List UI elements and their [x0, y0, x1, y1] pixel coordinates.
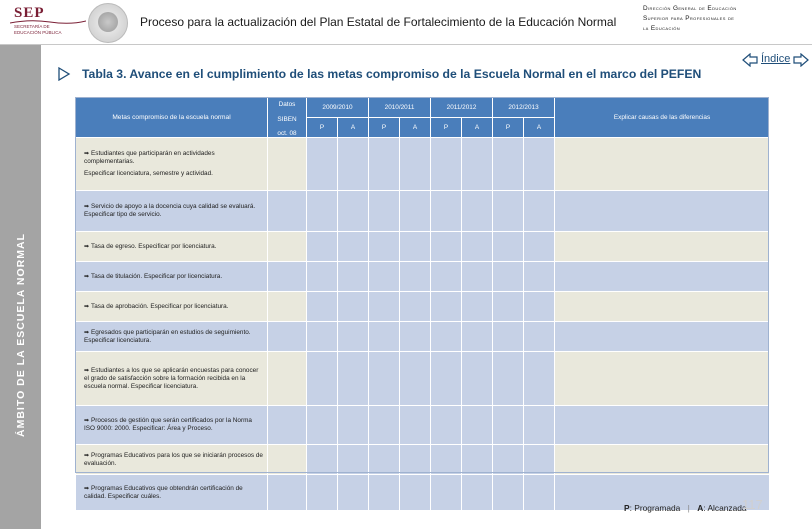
header-year-2010: 2010/2011: [369, 98, 431, 118]
programada-cell[interactable]: [431, 352, 462, 406]
programada-cell[interactable]: [307, 292, 338, 322]
sidebar-label: ÁMBITO DE LA ESCUELA NORMAL: [15, 233, 27, 437]
programada-cell[interactable]: [493, 475, 524, 511]
explanation-cell[interactable]: [555, 232, 770, 262]
programada-cell[interactable]: [493, 445, 524, 475]
alcanzada-cell[interactable]: [524, 138, 555, 191]
alcanzada-cell[interactable]: [524, 292, 555, 322]
alcanzada-cell[interactable]: [524, 445, 555, 475]
index-link[interactable]: Índice: [761, 53, 791, 65]
programada-cell[interactable]: [307, 352, 338, 406]
alcanzada-cell[interactable]: [338, 138, 369, 191]
programada-cell[interactable]: [369, 322, 400, 352]
goal-description-cell: [76, 138, 268, 191]
goal-description-cell: [76, 445, 268, 475]
header-year-2011: 2011/2012: [431, 98, 493, 118]
header-datos-siben: [268, 98, 307, 138]
programada-cell[interactable]: [431, 406, 462, 445]
goal-description: Programas Educativos para los que se iniciarán procesos de evaluación.: [84, 451, 263, 467]
alcanzada-cell[interactable]: [338, 406, 369, 445]
alcanzada-cell[interactable]: [524, 191, 555, 232]
programada-cell[interactable]: [431, 262, 462, 292]
programada-cell[interactable]: [493, 138, 524, 191]
header-a: A: [524, 118, 555, 138]
legend-p-key: P: [624, 503, 630, 513]
alcanzada-cell[interactable]: [400, 352, 431, 406]
header-p: P: [493, 118, 524, 138]
play-icon: [57, 67, 71, 81]
alcanzada-cell[interactable]: [338, 322, 369, 352]
explanation-cell[interactable]: [555, 352, 770, 406]
header-year-2012: 2012/2013: [493, 98, 555, 118]
header-explicar: Explicar causas de las diferencias: [555, 98, 770, 138]
programada-cell[interactable]: [307, 191, 338, 232]
goal-description: Tasa de aprobación. Especificar por licenciatura.: [91, 302, 229, 310]
directorate-line-3: la Educación: [643, 25, 681, 32]
datos-siben-cell[interactable]: [268, 475, 307, 511]
alcanzada-cell[interactable]: [338, 191, 369, 232]
alcanzada-cell[interactable]: [400, 191, 431, 232]
programada-cell[interactable]: [369, 191, 400, 232]
sidebar-band: [0, 45, 41, 529]
alcanzada-cell[interactable]: [400, 475, 431, 511]
header-a: A: [400, 118, 431, 138]
goal-description: Procesos de gestión que serán certificados por la Norma ISO 9000: 2000. Especificar: Área y Proceso.: [84, 417, 252, 432]
alcanzada-cell[interactable]: [400, 406, 431, 445]
legend-a-key: A: [697, 503, 704, 513]
programada-cell[interactable]: [493, 262, 524, 292]
programada-cell[interactable]: [307, 262, 338, 292]
datos-siben-cell[interactable]: [268, 352, 307, 406]
alcanzada-cell[interactable]: [462, 292, 493, 322]
datos-siben-cell[interactable]: [268, 191, 307, 232]
explanation-cell[interactable]: [555, 292, 770, 322]
table-row: [76, 292, 770, 322]
alcanzada-cell[interactable]: [524, 322, 555, 352]
page-title: Proceso para la actualización del Plan Estatal de Fortalecimiento de la Educación Normal: [140, 15, 617, 29]
datos-siben-cell[interactable]: [268, 445, 307, 475]
header-p: P: [307, 118, 338, 138]
programada-cell[interactable]: [369, 406, 400, 445]
goal-description: Tasa de egreso. Especificar por licenciatura.: [91, 242, 217, 250]
alcanzada-cell[interactable]: [524, 352, 555, 406]
alcanzada-cell[interactable]: [462, 232, 493, 262]
arrow-bullet-icon: ➡: [84, 485, 90, 492]
page-header: [0, 0, 812, 44]
programada-cell[interactable]: [493, 191, 524, 232]
programada-cell[interactable]: [431, 292, 462, 322]
goal-description-cell: [76, 475, 268, 511]
table-row: [76, 322, 770, 352]
alcanzada-cell[interactable]: [338, 352, 369, 406]
arrow-bullet-icon: ➡: [84, 273, 90, 280]
sep-logo-word: SEP: [14, 5, 45, 21]
datos-siben-cell[interactable]: [268, 322, 307, 352]
table-row: [76, 352, 770, 406]
goal-description: Estudiantes que participarán en actividades complementarias.: [84, 150, 215, 165]
arrow-bullet-icon: ➡: [84, 329, 90, 336]
directorate-line-2: Superior para Profesionales de: [643, 15, 735, 22]
alcanzada-cell[interactable]: [524, 406, 555, 445]
programada-cell[interactable]: [431, 138, 462, 191]
alcanzada-cell[interactable]: [400, 322, 431, 352]
legend-p-label: Programada: [634, 503, 681, 513]
legend-divider: |: [687, 503, 690, 513]
explanation-cell[interactable]: [555, 262, 770, 292]
programada-cell[interactable]: [307, 406, 338, 445]
alcanzada-cell[interactable]: [462, 406, 493, 445]
header-p: P: [431, 118, 462, 138]
arrow-bullet-icon: ➡: [84, 151, 90, 157]
programada-cell[interactable]: [307, 475, 338, 511]
programada-cell[interactable]: [493, 322, 524, 352]
header-year-2009: 2009/2010: [307, 98, 369, 118]
legend-a-label: Alcanzada: [707, 503, 747, 513]
programada-cell[interactable]: [369, 445, 400, 475]
goal-description-cell: [76, 232, 268, 262]
table-row: [76, 191, 770, 232]
goal-description: Tasa de titulación. Especificar por licenciatura.: [91, 272, 223, 280]
header-divider: [0, 44, 812, 45]
goal-description-cell: [76, 292, 268, 322]
goal-description-cell: [76, 191, 268, 232]
goal-description: Programas Educativos que obtendrán certificación de calidad. Especificar cuáles.: [84, 484, 243, 500]
arrow-right-icon[interactable]: [793, 53, 809, 67]
programada-cell[interactable]: [493, 406, 524, 445]
header-metas: Metas compromiso de la escuela normal: [76, 98, 268, 138]
alcanzada-cell[interactable]: [462, 475, 493, 511]
table-caption: Tabla 3. Avance en el cumplimiento de las metas compromiso de la Escuela Normal en el marco del PEFEN: [82, 67, 702, 81]
alcanzada-cell[interactable]: [524, 475, 555, 511]
explanation-cell[interactable]: [555, 445, 770, 475]
arrow-bullet-icon: ➡: [84, 303, 90, 310]
programada-cell[interactable]: [431, 232, 462, 262]
alcanzada-cell[interactable]: [338, 445, 369, 475]
goal-description-cell: [76, 322, 268, 352]
alcanzada-cell[interactable]: [338, 232, 369, 262]
programada-cell[interactable]: [493, 292, 524, 322]
goal-description-cell: [76, 352, 268, 406]
explanation-cell[interactable]: [555, 138, 770, 191]
alcanzada-cell[interactable]: [462, 191, 493, 232]
programada-cell[interactable]: [369, 138, 400, 191]
alcanzada-cell[interactable]: [400, 232, 431, 262]
header-datos-line-3: oct. 08: [277, 130, 297, 137]
header-a: A: [338, 118, 369, 138]
table-row: [76, 138, 770, 191]
arrow-bullet-icon: ➡: [84, 243, 90, 250]
programada-cell[interactable]: [369, 352, 400, 406]
directorate-name: [643, 4, 809, 34]
datos-siben-cell[interactable]: [268, 262, 307, 292]
goal-description-cell: [76, 262, 268, 292]
alcanzada-cell[interactable]: [338, 475, 369, 511]
alcanzada-cell[interactable]: [462, 352, 493, 406]
table-row: [76, 232, 770, 262]
arrow-bullet-icon: ➡: [84, 367, 90, 374]
table-header-row: [76, 98, 770, 118]
alcanzada-cell[interactable]: [338, 292, 369, 322]
arrow-bullet-icon: ➡: [84, 452, 90, 459]
directorate-line-1: Dirección General de Educación: [643, 5, 737, 12]
explanation-cell[interactable]: [555, 191, 770, 232]
programada-cell[interactable]: [369, 262, 400, 292]
explanation-cell[interactable]: [555, 406, 770, 445]
alcanzada-cell[interactable]: [400, 292, 431, 322]
header-p: P: [369, 118, 400, 138]
programada-cell[interactable]: [307, 138, 338, 191]
sep-logo-subtext: SECRETARÍA DE EDUCACIÓN PÚBLICA: [14, 24, 62, 35]
programada-cell[interactable]: [493, 232, 524, 262]
programada-cell[interactable]: [493, 352, 524, 406]
goal-description: Servicio de apoyo a la docencia cuya calidad se evaluará. Especificar tipo de servicio.: [84, 203, 256, 218]
goal-description-extra: Especificar licenciatura, semestre y actividad.: [84, 170, 213, 177]
alcanzada-cell[interactable]: [462, 138, 493, 191]
header-datos-line-1: Datos: [278, 101, 296, 108]
legend: P: Programada | A: Alcanzada: [624, 503, 747, 513]
programada-cell[interactable]: [369, 475, 400, 511]
table-row: [76, 445, 770, 475]
alcanzada-cell[interactable]: [462, 445, 493, 475]
alcanzada-cell[interactable]: [524, 262, 555, 292]
alcanzada-cell[interactable]: [400, 138, 431, 191]
sep-logo: [6, 3, 76, 41]
page-number: 117: [742, 497, 763, 512]
alcanzada-cell[interactable]: [400, 445, 431, 475]
datos-siben-cell[interactable]: [268, 232, 307, 262]
programada-cell[interactable]: [369, 232, 400, 262]
programada-cell[interactable]: [307, 232, 338, 262]
alcanzada-cell[interactable]: [462, 322, 493, 352]
alcanzada-cell[interactable]: [462, 262, 493, 292]
datos-siben-cell[interactable]: [268, 138, 307, 191]
arrow-bullet-icon: ➡: [84, 418, 90, 424]
programada-cell[interactable]: [369, 292, 400, 322]
arrow-bullet-icon: ➡: [84, 204, 90, 210]
programada-cell[interactable]: [431, 322, 462, 352]
programada-cell[interactable]: [307, 445, 338, 475]
programada-cell[interactable]: [307, 322, 338, 352]
goal-description: Estudiantes a los que se aplicarán encuestas para conocer el grado de satisfacción sobre la formación recibida en la escuela normal. Especificar licenciatura.: [84, 366, 259, 390]
goal-description: Egresados que participarán en estudios de seguimiento. Especificar licenciatura.: [84, 328, 251, 344]
programada-cell[interactable]: [431, 475, 462, 511]
alcanzada-cell[interactable]: [524, 232, 555, 262]
goal-description-cell: [76, 406, 268, 445]
alcanzada-cell[interactable]: [338, 262, 369, 292]
programada-cell[interactable]: [431, 191, 462, 232]
datos-siben-cell[interactable]: [268, 292, 307, 322]
table-row: [76, 262, 770, 292]
header-a: A: [462, 118, 493, 138]
goals-table: [75, 97, 770, 511]
table-body: [76, 138, 770, 511]
alcanzada-cell[interactable]: [400, 262, 431, 292]
national-seal-icon: [88, 3, 128, 43]
header-datos-line-2: SIBEN: [277, 115, 297, 123]
programada-cell[interactable]: [431, 445, 462, 475]
datos-siben-cell[interactable]: [268, 406, 307, 445]
explanation-cell[interactable]: [555, 322, 770, 352]
arrow-left-icon[interactable]: [742, 53, 758, 67]
table-row: [76, 406, 770, 445]
